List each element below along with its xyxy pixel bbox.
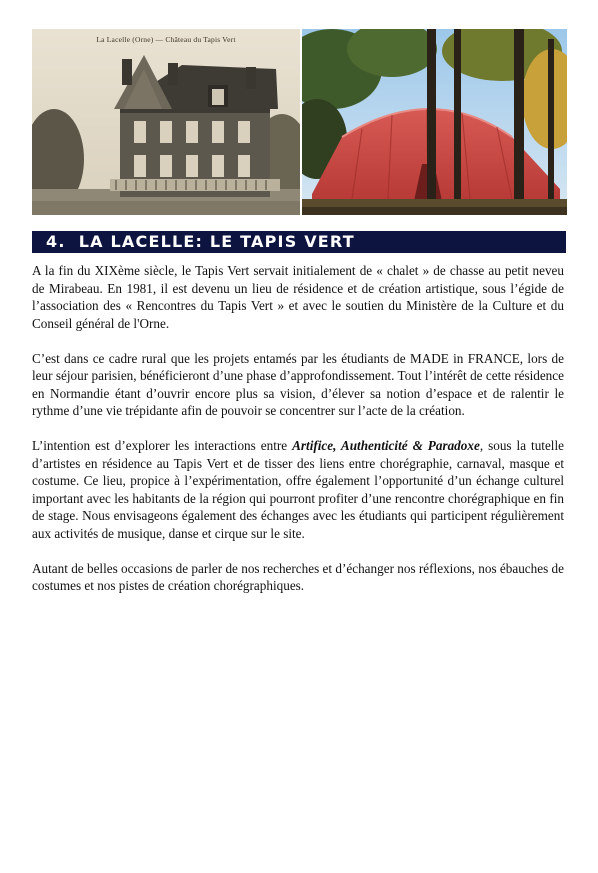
- section-heading: [32, 231, 566, 253]
- paragraph-intention-start: L’intention est d’explorer les interactions entre: [32, 438, 293, 453]
- red-tent-photo: [302, 29, 567, 215]
- paragraph-conclusion: Autant de belles occasions de parler de nos recherches et d’échanger nos réflexions, nos ébauches de costumes et nos pistes de création chorégraphiques.: [32, 560, 564, 593]
- section-number: 4.: [46, 232, 66, 251]
- paragraph-intention-rest: , sous la tutelle d’artistes en résidence au Tapis Vert et de tisser des liens entre chorégraphie, carnaval, masque et costume. Ce lieu, propice à l’expérimentation, offre également l’opportunité d’un échange culturel important avec les habitants de la région qui pourront profiter d’une rencontre chorégraphique en fin de stage. Nous envisageons également des échanges avec les étudiants qui participent régulièrement aux activités de musique, danse et cirque sur le site.: [32, 438, 564, 541]
- paragraph-intention: [32, 437, 564, 542]
- postcard-caption: La Lacelle (Orne) — Château du Tapis Vert: [96, 35, 236, 44]
- chateau-illustration: [32, 29, 300, 215]
- body-text: [32, 262, 564, 612]
- photo-strip: [32, 29, 567, 215]
- paragraph-history: A la fin du XIXème siècle, le Tapis Vert servait initialement de « chalet » de chasse au petit neveu de Mirabeau. En 1981, il est devenu un lieu de résidence et de création artistique, sous l’égide de l’association des « Rencontres du Tapis Vert » et avec le soutien du Ministère de la Culture et du Conseil général de l'Orne.: [32, 263, 564, 331]
- tent-illustration: [302, 29, 567, 215]
- chateau-postcard-photo: [32, 29, 300, 215]
- section-title: LA LACELLE: LE TAPIS VERT: [78, 232, 355, 251]
- paragraph-residency: C’est dans ce cadre rural que les projets entamés par les étudiants de MADE in FRANCE, lors de leur séjour parisien, bénéficieront d’une phase d’approfondissement. Tout l’intérêt de cette résidence en Normandie étant d’ouvrir encore plus sa vision, d’élever sa notion d’espace et de ralentir le rythme d’une vie trépidante afin de pouvoir se concentrer sur l’acte de la création.: [32, 350, 564, 418]
- emphasis-themes: Artifice, Authenticité & Paradoxe: [292, 438, 480, 453]
